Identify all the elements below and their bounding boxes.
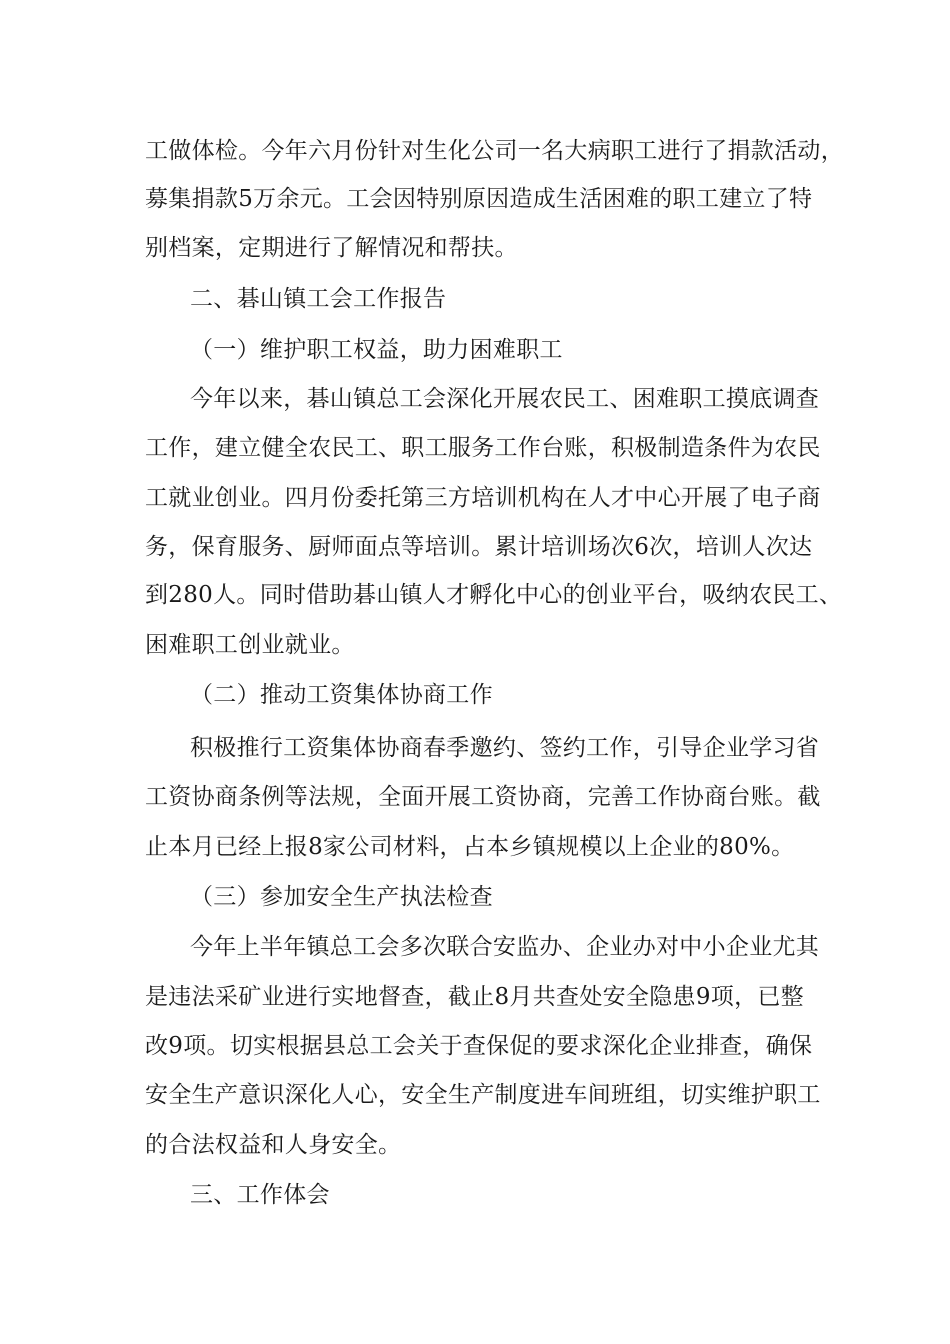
paragraph-line: 别档案，定期进行了解情况和帮扶。 <box>145 235 518 261</box>
paragraph-line: 工作，建立健全农民工、职工服务工作台账，积极制造条件为农民 <box>145 435 821 461</box>
paragraph-line: 工做体检。今年六月份针对生化公司一名大病职工进行了捐款活动， <box>145 138 844 164</box>
paragraph-line: 工资协商条例等法规，全面开展工资协商，完善工作协商台账。截 <box>145 784 821 810</box>
paragraph-line: 困难职工创业就业。 <box>145 632 355 658</box>
paragraph-line: 止本月已经上报8家公司材料，占本乡镇规模以上企业的80%。 <box>145 834 795 860</box>
paragraph-line: 务，保育服务、厨师面点等培训。累计培训场次6次，培训人次达 <box>145 534 813 560</box>
paragraph-line: 是违法采矿业进行实地督查，截止8月共查处安全隐患9项，已整 <box>145 984 804 1010</box>
paragraph-line: 工就业创业。四月份委托第三方培训机构在人才中心开展了电子商 <box>145 485 821 511</box>
paragraph-line: 改9项。切实根据县总工会关于查保促的要求深化企业排查，确保 <box>145 1033 813 1059</box>
paragraph-line: 今年以来，碁山镇总工会深化开展农民工、困难职工摸底调查 <box>190 386 820 412</box>
subsection-heading-2: （二）推动工资集体协商工作 <box>190 682 493 708</box>
paragraph-line: 募集捐款5万余元。工会因特别原因造成生活困难的职工建立了特 <box>145 186 813 212</box>
paragraph-line: 到280人。同时借助碁山镇人才孵化中心的创业平台，吸纳农民工、 <box>145 582 843 608</box>
section-heading-2: 二、碁山镇工会工作报告 <box>190 286 447 312</box>
paragraph-line: 今年上半年镇总工会多次联合安监办、企业办对中小企业尤其 <box>190 934 820 960</box>
section-heading-3: 三、工作体会 <box>190 1182 330 1208</box>
subsection-heading-1: （一）维护职工权益，助力困难职工 <box>190 337 563 363</box>
paragraph-line: 安全生产意识深化人心，安全生产制度进车间班组，切实维护职工 <box>145 1082 821 1108</box>
paragraph-line: 的合法权益和人身安全。 <box>145 1132 402 1158</box>
subsection-heading-3: （三）参加安全生产执法检查 <box>190 884 493 910</box>
paragraph-line: 积极推行工资集体协商春季邀约、签约工作，引导企业学习省 <box>190 735 820 761</box>
